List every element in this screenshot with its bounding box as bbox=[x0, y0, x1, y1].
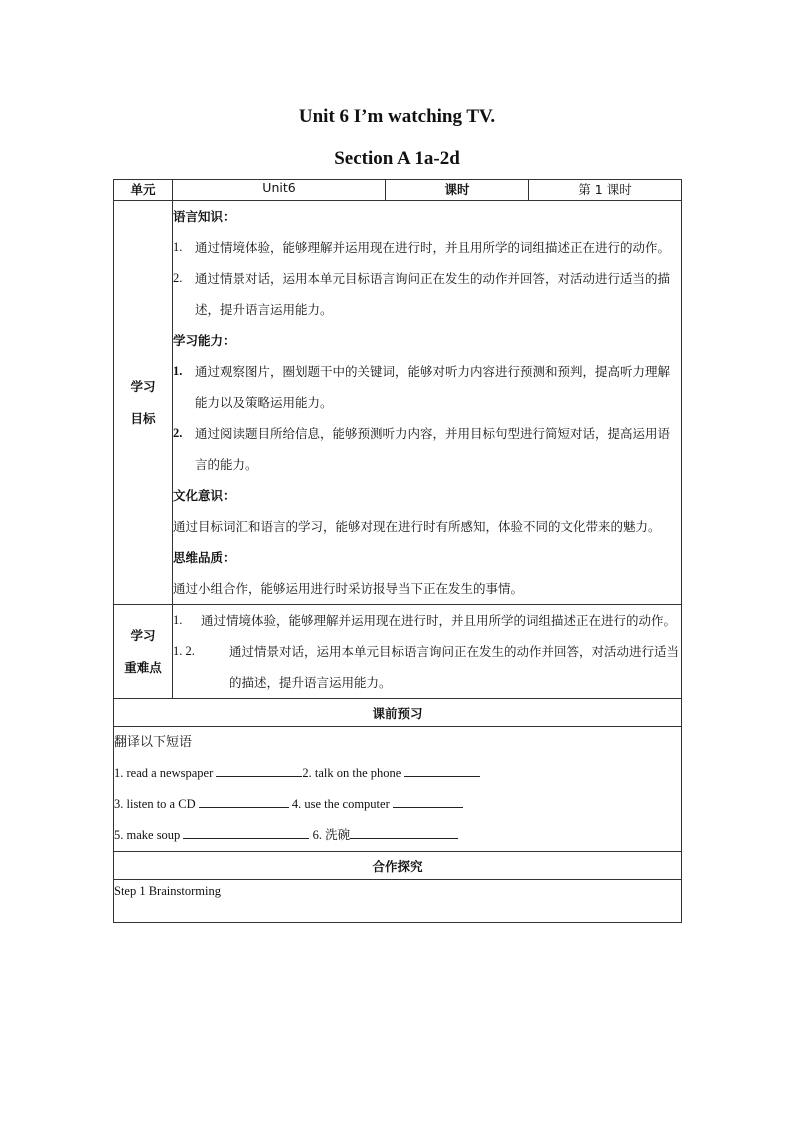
document-title: Unit 6 I’m watching TV. bbox=[298, 106, 496, 127]
goals-row bbox=[114, 201, 682, 605]
goals-heading-language: 语言知识： bbox=[173, 209, 236, 224]
goals-ability-item-2: 2. 通过阅读题目所给信息，能够预测听力内容，并用目标句型进行简短对话，提高运用语言的能力。 bbox=[173, 426, 671, 472]
goals-thinking-text: 通过小组合作，能够运用进行时采访报导当下正在发生的事情。 bbox=[173, 581, 524, 596]
answer-blank-6[interactable] bbox=[350, 824, 458, 839]
explore-section-title: 合作探究 bbox=[114, 852, 682, 880]
phrase-3: 3. listen to a CD bbox=[114, 797, 196, 811]
goals-heading-ability: 学习能力： bbox=[173, 333, 236, 348]
answer-blank-4[interactable] bbox=[393, 793, 463, 808]
explore-title-row bbox=[114, 852, 682, 880]
preview-line-3 bbox=[114, 820, 681, 851]
answer-blank-1[interactable] bbox=[216, 762, 302, 777]
explore-content-row bbox=[114, 880, 682, 923]
goals-culture-text: 通过目标词汇和语言的学习，能够对现在进行时有所感知，体验不同的文化带来的魅力。 bbox=[173, 519, 661, 534]
preview-title-row bbox=[114, 699, 682, 727]
phrase-1: 1. read a newspaper bbox=[114, 766, 214, 780]
preview-line-1 bbox=[114, 758, 681, 789]
goals-content bbox=[173, 201, 682, 605]
key-points-content bbox=[173, 605, 682, 699]
header-period-label: 课时 bbox=[386, 180, 529, 201]
key-label-line1: 学习 bbox=[130, 627, 156, 643]
phrase-5: 5. make soup bbox=[114, 828, 181, 842]
key-points-row bbox=[114, 605, 682, 699]
phrase-4: 4. use the computer bbox=[291, 797, 390, 811]
key-point-2: 1. 2. 通过情景对话，运用本单元目标语言询问正在发生的动作并回答，对活动进行适当的描述，提升语言运用能力。 bbox=[173, 644, 680, 690]
answer-blank-3[interactable] bbox=[199, 793, 289, 808]
key-label-line2: 重难点 bbox=[124, 659, 162, 675]
answer-blank-5[interactable] bbox=[183, 824, 309, 839]
phrase-6: 6. 洗碗 bbox=[312, 828, 351, 842]
header-unit-value: Unit6 bbox=[173, 180, 386, 201]
lesson-plan-table bbox=[113, 179, 682, 923]
preview-content bbox=[114, 727, 682, 852]
goals-language-item-1: 1. 通过情境体验，能够理解并运用现在进行时，并且用所学的词组描述正在进行的动作。 bbox=[173, 240, 671, 255]
phrase-2: 2. talk on the phone bbox=[302, 766, 402, 780]
preview-line-2 bbox=[114, 789, 681, 820]
explore-step-1: Step 1 Brainstorming bbox=[114, 880, 682, 923]
answer-blank-2[interactable] bbox=[404, 762, 480, 777]
key-point-1: 1. 通过情境体验，能够理解并运用现在进行时，并且用所学的词组描述正在进行的动作。 bbox=[173, 613, 677, 628]
goals-language-item-2: 2. 通过情景对话，运用本单元目标语言询问正在发生的动作并回答，对活动进行适当的描述，提升语言运用能力。 bbox=[173, 271, 671, 317]
document-subtitle: Section A 1a-2d bbox=[334, 148, 460, 169]
goals-heading-thinking: 思维品质： bbox=[173, 550, 236, 565]
goals-label-line1: 学习 bbox=[130, 378, 156, 394]
goals-heading-culture: 文化意识： bbox=[173, 488, 236, 503]
goals-label bbox=[114, 201, 173, 605]
key-points-label bbox=[114, 605, 173, 699]
header-period-value: 第 1 课时 bbox=[529, 180, 682, 201]
header-row bbox=[114, 180, 682, 201]
goals-ability-item-1: 1. 通过观察图片，圈划题干中的关键词，能够对听力内容进行预测和预判，提高听力理解能力以及策略运用能力。 bbox=[173, 364, 671, 410]
goals-label-line2: 目标 bbox=[130, 410, 156, 426]
preview-instruction: 翻译以下短语 bbox=[114, 735, 193, 750]
preview-content-row bbox=[114, 727, 682, 852]
header-unit-label: 单元 bbox=[114, 180, 173, 201]
preview-section-title: 课前预习 bbox=[114, 699, 682, 727]
